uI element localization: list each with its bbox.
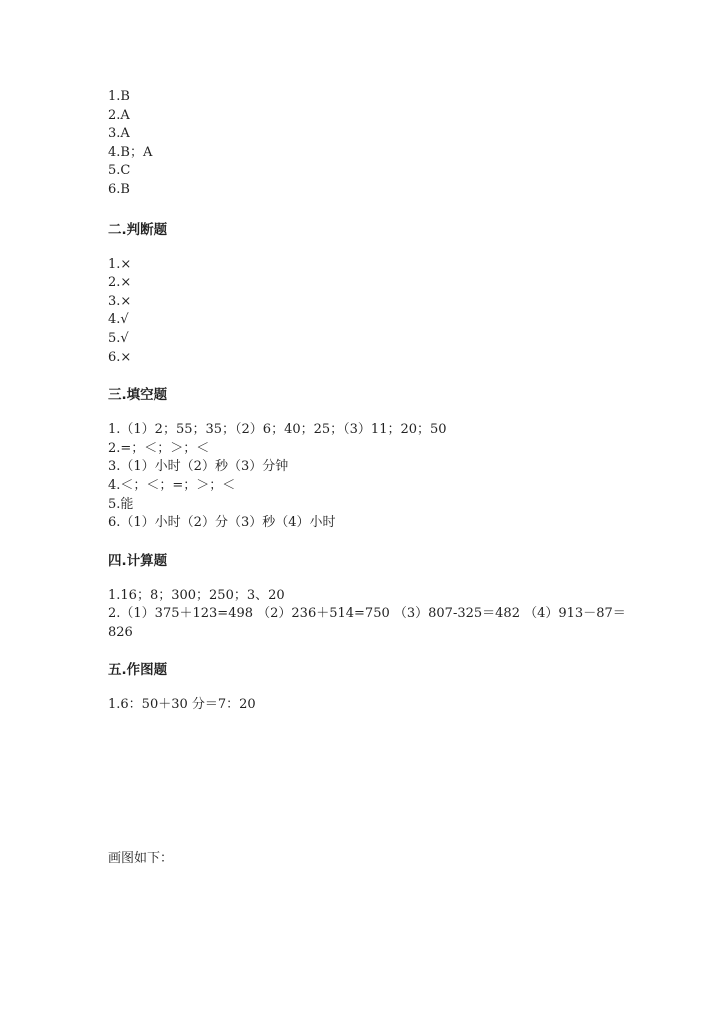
answer-line: 2.（1）375＋123=498 （2）236＋514=750 （3）807-325＝482 （4）913－87＝826 [108, 606, 626, 640]
section3-title: 三.填空题 [108, 387, 168, 404]
answer-line: 5.能 [108, 496, 134, 512]
drawing-label: 画图如下： [108, 851, 174, 866]
answer-line: 2.A [108, 107, 130, 123]
answer-page [108, 88, 628, 715]
answer-line: 2.=；＜；＞；＜ [108, 440, 210, 456]
answer-line: 5.C [108, 163, 131, 179]
answer-line: 1.16；8；300；250；3、20 [108, 587, 285, 603]
answer-line: 1.6：50＋30 分＝7：20 [108, 697, 256, 713]
answer-line: 3.（1）小时（2）秒（3）分钟 [108, 459, 289, 475]
section5-title: 五.作图题 [108, 662, 168, 679]
section2-title: 二.判断题 [108, 221, 168, 238]
answer-line: 1.× [108, 256, 132, 272]
answer-line: 4.√ [108, 312, 129, 328]
section4-answers [108, 587, 628, 643]
answer-line: 3.A [108, 126, 130, 142]
section4-title: 四.计算题 [108, 552, 168, 569]
answer-line: 3.× [108, 293, 132, 309]
answer-line: 6.（1）小时（2）分（3）秒（4）小时 [108, 515, 336, 531]
section5-answers [108, 696, 628, 715]
answer-line: 4.B；A [108, 144, 153, 160]
section3-answers [108, 421, 628, 533]
answer-line: 1.（1）2；55；35；（2）6；40；25；（3）11；20；50 [108, 422, 447, 438]
answer-line: 2.× [108, 275, 132, 291]
section2-answers [108, 256, 628, 368]
section1-answers [108, 88, 628, 200]
answer-line: 1.B [108, 89, 130, 104]
answer-line: 5.√ [108, 330, 129, 346]
answer-line: 6.× [108, 349, 132, 365]
answer-line: 6.B [108, 181, 130, 197]
answer-line: 4.＜；＜；=；＞；＜ [108, 477, 236, 493]
